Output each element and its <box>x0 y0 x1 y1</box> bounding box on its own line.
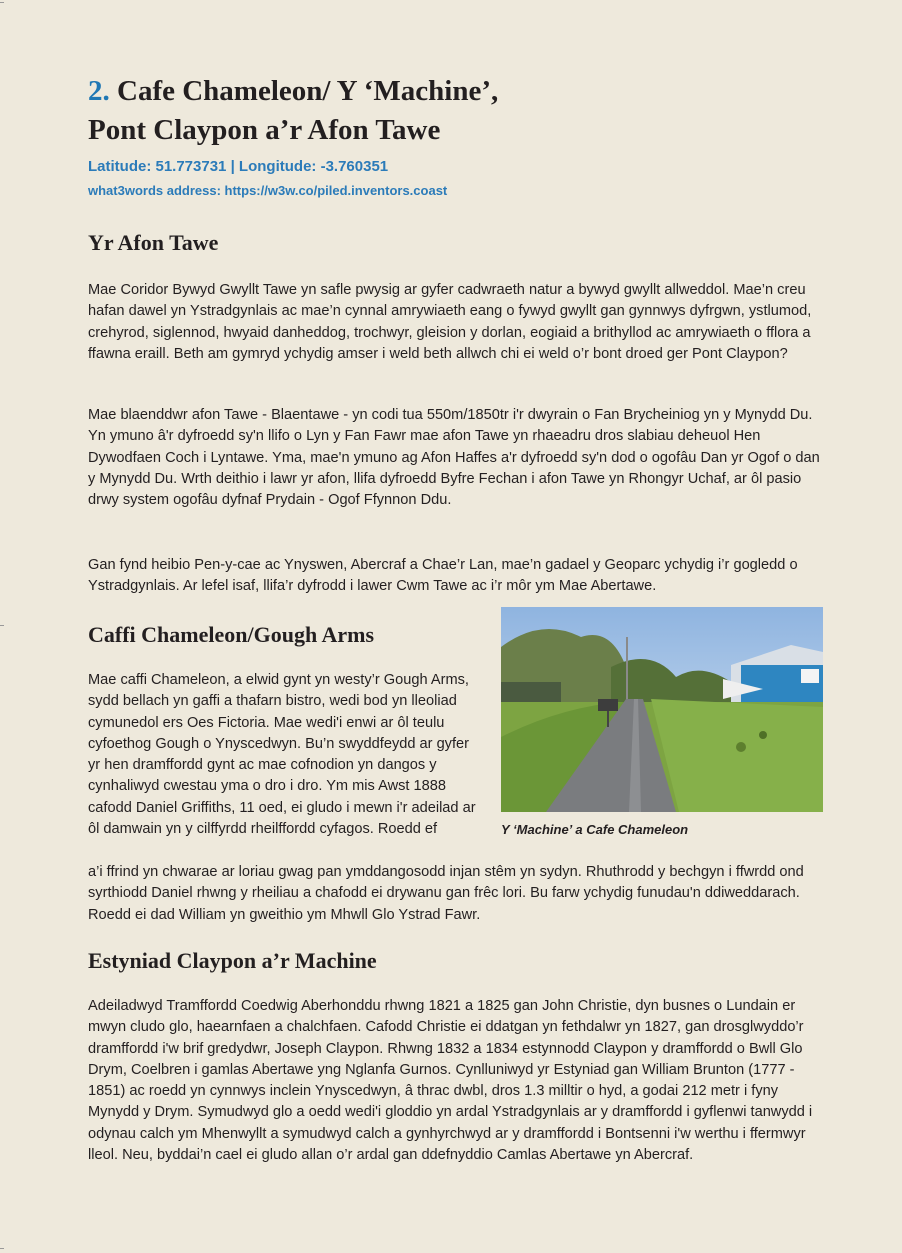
paragraph-geopark: Gan fynd heibio Pen-y-cae ac Ynyswen, Abercraf a Chae’r Lan, mae’n gadael y Geoparc ychydig i’r gogledd o Ystradgynlais. Ar lefel isaf, llifa’r dyfrodd i lawer Cwm Tawe ac i’r môr ym Mae Abertawe. <box>88 557 798 595</box>
crop-mark <box>0 1248 4 1249</box>
photo-caption: Y ‘Machine’ a Cafe Chameleon <box>501 822 689 837</box>
crop-mark <box>0 625 4 626</box>
coordinates: Latitude: 51.773731 | Longitude: -3.760351 <box>88 158 389 175</box>
section-number: 2. <box>88 75 110 107</box>
page-title <box>88 72 848 150</box>
heading-estyniad-claypon: Estyniad Claypon a’r Machine <box>88 948 377 973</box>
heading-caffi-chameleon: Caffi Chameleon/Gough Arms <box>88 622 374 647</box>
paragraph-cafe-history: Mae caffi Chameleon, a elwid gynt yn westy’r Gough Arms, sydd bellach yn gaffi a thafarn bistro, wedi bod yn lleoliad cymunedol ers Oes Fictoria. Mae wedi'i enwi ar ôl teulu cyfoethog Gough o Ynyscedwyn. Bu’n swyddfeydd ar gyfer yr hen dramffordd gynt ac mae cofnodion yn dangos y cynhaliwyd cwestau yma o dro i dro. Ym mis Awst 1888 cafodd Daniel Griffiths, 11 oed, ei gludo i mewn i'r adeilad ar ôl damwain yn y cilffyrdd rheilffordd cyfagos. Roedd ef <box>88 672 476 838</box>
heading-yr-afon-tawe: Yr Afon Tawe <box>88 230 219 255</box>
paragraph-headwaters: Mae blaenddwr afon Tawe - Blaentawe - yn codi tua 550m/1850tr i'r dwyrain o Fan Brycheiniog yn y Mynydd Du. Yn ymuno â'r dyfroedd sy'n llifo o Lyn y Fan Fawr mae afon Tawe yn rhaeadru dros slabiau deheuol Hen Dywodfaen Coch i Lyntawe. Yma, mae'n ymuno ag Afon Haffes a'r dyfroedd sy'n dod o ogofâu Dan yr Ogof o dan y Mynydd Du. Wrth deithio i lawr yr afon, llifa dyfroedd Byfre Fechan i afon Tawe yn Rhongyr Uchaf, ar ôl pasio drwy system ogofâu dyfnaf Prydain - Ogof Ffynnon Ddu. <box>88 407 820 509</box>
cafe-chameleon-photo <box>501 607 823 812</box>
title-line-1: Cafe Chameleon/ Y ‘Machine’, <box>117 75 499 107</box>
paragraph-tramroad: Adeiladwyd Tramffordd Coedwig Aberhonddu rhwng 1821 a 1825 gan John Christie, dyn busnes o Lundain er mwyn cludo glo, haearnfaen a chalchfaen. Cafodd Christie ei ddatgan yn fethdalwr yn 1827, gan drosglwyddo’r dramffordd i'w brif gredydwr, Joseph Claypon. Rhwng 1832 a 1834 estynnodd Claypon y dramffordd o Bwll Glo Drym, Coelbren i gamlas Abertawe yng Nglanfa Gurnos. Cynlluniwyd yr Estyniad gan William Brunton (1777 - 1851) ac roedd yn cynnwys inclein Ynyscedwyn, â thrac dwbl, dros 1.3 milltir o hyd, a godai 212 metr i fyny Mynydd y Drym. Symudwyd glo a oedd wedi'i gloddio yn ardal Ystradgynlais ar y dramffordd i gyflenwi tanwydd i odynau calch ym Mhenwyllt a symudwyd calch a gynhyrchwyd ar y dramffordd i Bontsenni i'w werthu i ffermwyr lleol. Neu, byddai’n cael ei gludo allan o’r ardal gan ddefnyddio Camlas Abertawe yn Abercraf. <box>88 998 813 1164</box>
paragraph-wildlife: Mae Coridor Bywyd Gwyllt Tawe yn safle pwysig ar gyfer cadwraeth natur a bywyd gwyllt allweddol. Mae’n creu hafan dawel yn Ystradgynlais ac mae’n cynnal amrywiaeth eang o fywyd gwyllt gan gynnwys dyfrgwn, ystlumod, crehyrod, siglennod, hwyaid danheddog, trochwyr, gleision y dorlan, eogiaid a brithyllod ac amrywiaeth o fflora a ffawna eraill. Beth am gymryd ychydig amser i weld beth allwch chi ei weld o’r bont droed ger Pont Claypon? <box>88 282 812 362</box>
paragraph-accident: a’i ffrind yn chwarae ar loriau gwag pan ymddangosodd injan stêm yn sydyn. Rhuthrodd y bechgyn i ffwrdd ond syrthiodd Daniel rhwng y rheiliau a chafodd ei drywanu gan frêc lori. Bu farw ychydig funudau'n ddiweddarach. Roedd ei dad William yn gweithio ym Mhwll Glo Ystrad Fawr. <box>88 864 804 923</box>
title-line-2: Pont Claypon a’r Afon Tawe <box>88 114 441 146</box>
crop-mark <box>0 2 4 3</box>
what3words-address: what3words address: https://w3w.co/piled.inventors.coast <box>88 183 448 198</box>
